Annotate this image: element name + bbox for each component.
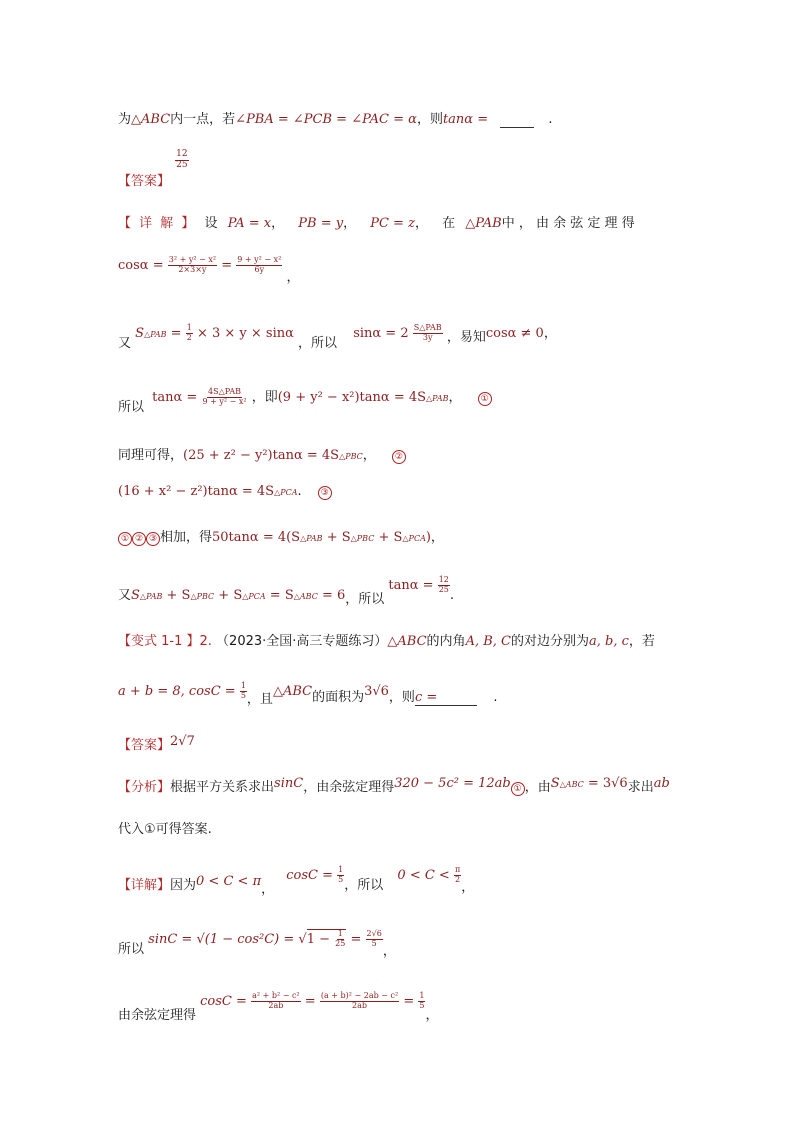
numerator: 1 (337, 929, 343, 939)
final-equation (118, 574, 455, 607)
text: 又 (118, 588, 132, 603)
period: . (449, 588, 455, 603)
subscript: △PCA (242, 592, 266, 601)
subscript: △PAB (139, 592, 163, 601)
comma: ， (448, 390, 462, 405)
period: . (493, 690, 498, 705)
denominator: 2×3×y (178, 265, 207, 274)
sqrt-body (307, 929, 347, 949)
sum-eq: 50tanα = 4(S (212, 530, 301, 545)
math-pab: PAB (475, 216, 502, 231)
cos-lhs: cosα = (118, 258, 164, 273)
text: 的面积为 (312, 690, 365, 705)
text: 由余弦定理得 (118, 1008, 197, 1023)
numerator: 1 (240, 681, 246, 691)
sum-equation (118, 526, 444, 546)
circled-1: ① (118, 532, 132, 546)
denominator: 2ab (268, 1001, 284, 1010)
text: ，即 (251, 390, 278, 405)
detail-label: 【详解】 (118, 878, 171, 893)
triangle-symbol: △ (387, 634, 398, 649)
subscript: △PAB (300, 534, 323, 543)
denominator: 5 (371, 939, 377, 948)
close-paren: ) (425, 530, 431, 545)
equals: = (170, 326, 182, 341)
denominator: 3y (422, 333, 433, 342)
area-eq: = 3√6 (583, 776, 628, 791)
subscript: △PBC (190, 592, 215, 601)
math-abc: ABC (282, 684, 313, 699)
numerator: 4S△PAB (208, 387, 242, 397)
numerator: (a + b)² − 2ab − c² (320, 991, 399, 1001)
area-value: 3√6 (364, 684, 389, 699)
period: . (548, 112, 553, 127)
text: ，所以 (345, 592, 385, 607)
text: 所以 (118, 942, 145, 957)
text: ，则 (416, 112, 443, 127)
cosine-law-eq: 320 − 5c² = 12ab (394, 776, 511, 791)
text: 为 (118, 112, 132, 127)
text: ，由余弦定理得 (303, 780, 395, 795)
text: ，则 (388, 690, 415, 705)
math-abc: ABC (397, 634, 427, 649)
plus: + S (162, 588, 191, 603)
subscript: △PCA (274, 488, 298, 497)
cosine-law-equation (118, 990, 439, 1023)
tan-equation (118, 386, 492, 415)
text: ，且 (246, 692, 273, 707)
area-s: S (550, 776, 560, 791)
answer-1 (118, 149, 189, 189)
given-eq: a + b = 8, cosC = (118, 684, 236, 699)
text: ，易知 (446, 330, 486, 345)
comma: ， (286, 270, 300, 285)
sqrt-sign: √ (298, 932, 307, 947)
comma: ， (362, 448, 376, 463)
text: 在 (442, 216, 456, 231)
circled-1: ① (478, 392, 492, 406)
fraction (334, 930, 346, 949)
numerator: 12 (176, 149, 188, 159)
triangle-symbol: △ (272, 684, 283, 699)
half-fraction (186, 324, 193, 343)
answer-fraction (175, 150, 188, 171)
text: 代入①可得答案. (118, 822, 212, 837)
text: 根据平方关系求出 (170, 780, 275, 795)
analysis-line (118, 776, 670, 796)
equals-s: = S (265, 588, 294, 603)
math-abc: ABC (141, 112, 171, 127)
tan-lhs: tanα = (388, 578, 434, 593)
comma: ， (382, 944, 396, 959)
denominator: 2 (186, 333, 192, 342)
fraction (438, 576, 450, 595)
denominator: 5 (338, 875, 344, 884)
numerator: 3² + y² − x² (168, 255, 217, 265)
circled-2: ② (132, 532, 146, 546)
fraction (320, 992, 399, 1011)
fraction (251, 992, 301, 1011)
detail-2-line (118, 864, 475, 897)
text: 同理可得， (118, 448, 184, 463)
fraction (413, 324, 443, 343)
text: 中 ， 由 余 弦 定 理 得 (501, 216, 635, 231)
plus: + S (214, 588, 243, 603)
triangle-symbol: △ (465, 216, 476, 231)
denominator: 2 (455, 875, 461, 884)
subscript: △PCA (402, 534, 426, 543)
value: = 6 (317, 588, 346, 603)
subscript: △ABC (559, 780, 584, 789)
cosine-equation (118, 254, 300, 285)
equation-2 (118, 444, 406, 464)
subscript: △PAB (144, 330, 167, 339)
fraction (240, 682, 247, 701)
comma: ， (430, 530, 444, 545)
plus: + S (374, 530, 403, 545)
area-s: S (135, 326, 145, 341)
variant-problem-line-2 (118, 680, 498, 707)
text: 的对边分别为 (510, 634, 589, 649)
comma: ， (543, 326, 557, 341)
triangle-symbol: △ (131, 112, 142, 127)
inner: 1 − (306, 932, 331, 947)
subscript: △PBC (339, 452, 363, 461)
tan-lhs: tanα = (152, 390, 198, 405)
subscript: △PAB (426, 394, 449, 403)
source: （2023·全国·高三专题练习） (216, 634, 388, 649)
denominator: 5 (240, 691, 246, 700)
range: 0 < C < π (196, 874, 262, 889)
denominator: 6y (254, 265, 265, 274)
analysis-label: 【分析】 (118, 780, 171, 795)
math-pc: PC = z (370, 216, 415, 231)
text: ，由 (524, 780, 551, 795)
fraction (201, 388, 247, 407)
numerator: 1 (338, 865, 344, 875)
area-equation (118, 322, 557, 351)
numerator: π (454, 865, 461, 875)
circled-2: ② (392, 450, 406, 464)
sin-lhs: sinα = 2 (353, 326, 409, 341)
sin-c: sinC (274, 776, 304, 791)
variant-label: 【变式 1-1 】2. (118, 634, 212, 649)
answer-blank (500, 112, 534, 128)
circled-3: ③ (146, 532, 160, 546)
cos-lhs: cosC = (200, 994, 247, 1009)
text: ，若 (628, 634, 655, 649)
denominator: 9 + y² − x² (202, 397, 247, 406)
equals: = (350, 932, 362, 947)
answer-label: 【答案】 (118, 738, 171, 753)
range-2: 0 < C < (397, 868, 450, 883)
comma: ， (425, 1008, 439, 1023)
answer-value: 2√7 (170, 734, 195, 749)
answer-2 (118, 734, 195, 753)
text: 设 (204, 216, 218, 231)
angles: A, B, C (465, 634, 511, 649)
angle-condition: ∠PBA = ∠PCB = ∠PAC = α (235, 112, 417, 127)
equation-3 (118, 484, 332, 500)
cos-c: cosC = (286, 868, 334, 883)
denominator: 2ab (352, 1001, 367, 1010)
math-pa: PA = x (227, 216, 272, 231)
tan-eq: (9 + y² − x²)tanα = 4S (277, 390, 427, 405)
plus: + S (322, 530, 351, 545)
c-equals: c = (415, 690, 477, 706)
text: 相加，得 (160, 530, 213, 545)
numerator: S△PAB (413, 323, 442, 333)
comma: ， (461, 880, 475, 895)
subscript: △ABC (293, 592, 318, 601)
numerator: a² + b² − c² (252, 991, 300, 1001)
denominator: 25 (335, 939, 346, 948)
text: 的内角 (426, 634, 466, 649)
eq3: (16 + x² − z²)tanα = 4S (118, 484, 275, 499)
equals: = (403, 994, 415, 1009)
text: 所以 (118, 400, 145, 415)
tan-alpha: tanα = (442, 112, 489, 127)
numerator: 12 (438, 575, 449, 585)
detail-1-line: 【 详 解 】 设 PA = x， PB = y， PC = z， 在 △PAB中 ， 由 余 弦 定 理 得 (118, 216, 635, 231)
eq2: (25 + z² − y²)tanα = 4S (183, 448, 340, 463)
circled-3: ③ (318, 486, 332, 500)
numerator: 1 (186, 323, 192, 333)
text: 又 (118, 336, 132, 351)
fraction (236, 256, 282, 275)
ab: ab (653, 776, 670, 791)
numerator: 2√6 (366, 929, 382, 939)
circled-1: ① (511, 782, 525, 796)
area-rest: × 3 × y × sinα (196, 326, 294, 341)
math-pb: PB = y (298, 216, 344, 231)
variant-problem-line (118, 630, 655, 649)
answer-label: 【答案】 (118, 174, 171, 189)
denominator: 25 (438, 585, 449, 594)
denominator: 5 (419, 1001, 425, 1010)
analysis-line-2 (118, 818, 212, 837)
equals: = (221, 258, 233, 273)
sin-eq: sinC = √(1 − cos²C) = (148, 932, 295, 947)
detail-label: 【 详 解 】 (118, 216, 197, 231)
text: ，所以 (298, 336, 338, 351)
numerator: 1 (419, 991, 425, 1001)
period: . (297, 484, 302, 499)
text: 求出 (627, 780, 654, 795)
cos-not-zero: cosα ≠ 0 (485, 326, 544, 341)
comma: ， (261, 882, 275, 897)
text: ，所以 (344, 878, 384, 893)
text: 内一点，若 (170, 112, 236, 127)
denominator: 25 (176, 159, 188, 170)
numerator: 9 + y² − x² (237, 255, 282, 265)
subscript: △PBC (350, 534, 375, 543)
sides: a, b, c (589, 634, 629, 649)
fraction (168, 256, 217, 275)
sin-equation (118, 928, 396, 959)
equals: = (304, 994, 316, 1009)
area-s: S (131, 588, 140, 603)
problem-statement-line (118, 108, 553, 128)
text: 因为 (170, 878, 197, 893)
fraction (366, 930, 383, 949)
